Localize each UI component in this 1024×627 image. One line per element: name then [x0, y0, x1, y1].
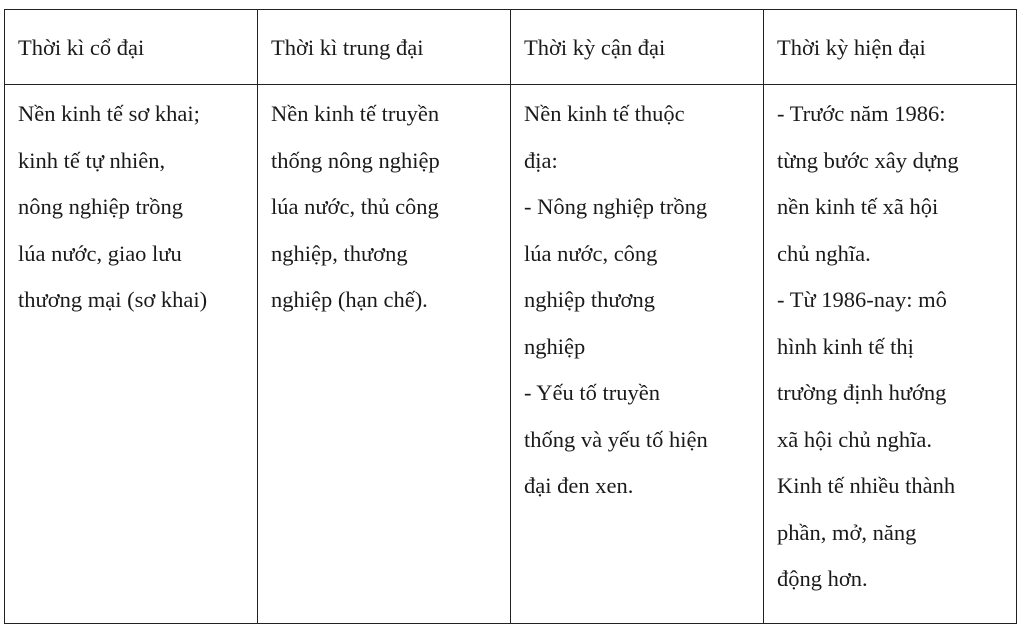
- table-row: [5, 85, 1017, 624]
- cell-ancient-economy: [5, 85, 258, 624]
- cell-modern-economy: [764, 85, 1017, 624]
- economy-periods-table: [4, 9, 1017, 624]
- header-medieval-period: Thời kì trung đại: [258, 10, 511, 85]
- cell-early-modern-economy-text: Nền kinh tế thuộc địa: - Nông nghiệp trồng lúa nước, công nghiệp thương nghiệp - Yếu tố truyền thống và yếu tố hiện đại đen xen.: [524, 101, 708, 498]
- header-early-modern-period: Thời kỳ cận đại: [511, 10, 764, 85]
- economy-periods-table-container: [4, 9, 1016, 624]
- cell-medieval-economy-text: Nền kinh tế truyền thống nông nghiệp lúa nước, thủ công nghiệp, thương nghiệp (hạn chế).: [271, 101, 440, 312]
- cell-early-modern-economy: [511, 85, 764, 624]
- table-header-row: [5, 10, 1017, 85]
- header-ancient-period: Thời kì cổ đại: [5, 10, 258, 85]
- cell-medieval-economy: [258, 85, 511, 624]
- cell-modern-economy-text: - Trước năm 1986: từng bước xây dựng nền kinh tế xã hội chủ nghĩa. - Từ 1986-nay: mô hình kinh tế thị trường định hướng xã hội chủ nghĩa. Kinh tế nhiều thành phần, mở, năng động hơn.: [777, 101, 959, 591]
- cell-ancient-economy-text: Nền kinh tế sơ khai; kinh tế tự nhiên, nông nghiệp trồng lúa nước, giao lưu thương mại (sơ khai): [18, 101, 208, 312]
- header-modern-period: Thời kỳ hiện đại: [764, 10, 1017, 85]
